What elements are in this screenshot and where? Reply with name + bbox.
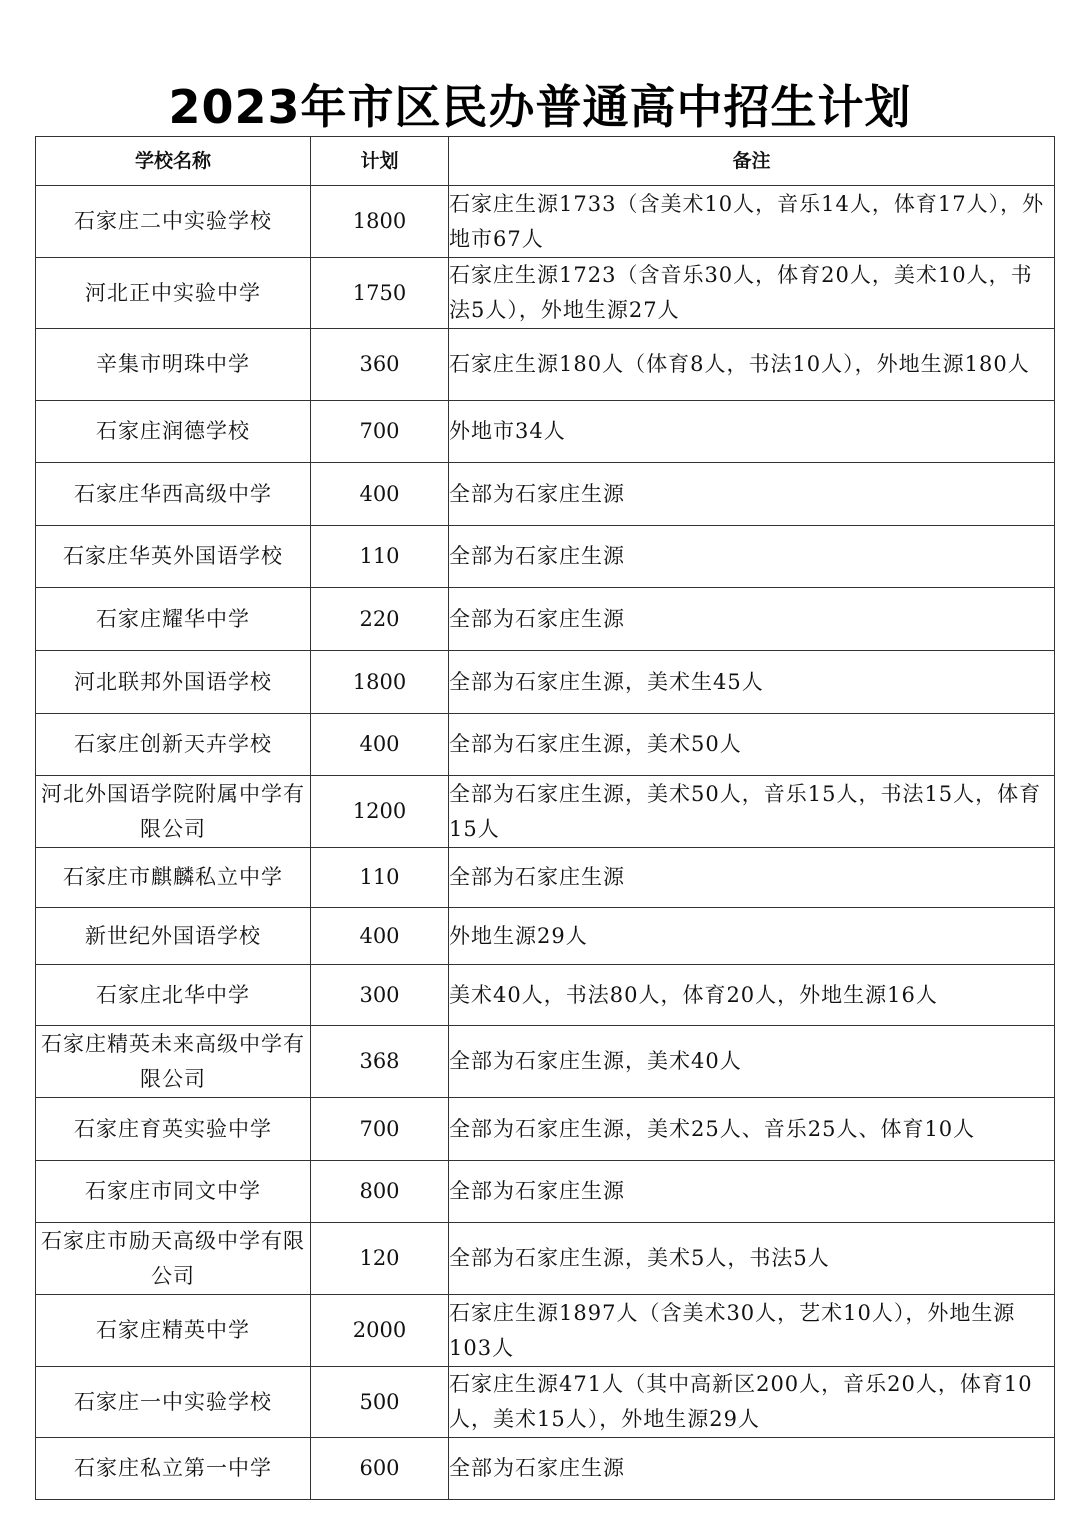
note-cell: 全部为石家庄生源，美术50人 bbox=[449, 714, 1055, 776]
table-row bbox=[36, 463, 1055, 526]
note-cell: 全部为石家庄生源，美术生45人 bbox=[449, 651, 1055, 714]
school-name-cell: 河北联邦外国语学校 bbox=[36, 651, 311, 714]
note-cell: 石家庄生源1723（含音乐30人，体育20人，美术10人，书法5人），外地生源27人 bbox=[449, 258, 1055, 329]
plan-cell: 1800 bbox=[311, 186, 449, 258]
table-row bbox=[36, 651, 1055, 714]
school-name-cell: 石家庄市同文中学 bbox=[36, 1161, 311, 1223]
note-cell: 石家庄生源1897人（含美术30人，艺术10人），外地生源103人 bbox=[449, 1295, 1055, 1367]
table-row bbox=[36, 401, 1055, 463]
plan-cell: 110 bbox=[311, 848, 449, 908]
plan-cell: 600 bbox=[311, 1438, 449, 1500]
note-cell: 全部为石家庄生源 bbox=[449, 463, 1055, 526]
school-name-cell: 河北正中实验中学 bbox=[36, 258, 311, 329]
plan-cell: 2000 bbox=[311, 1295, 449, 1367]
school-name-cell: 石家庄华英外国语学校 bbox=[36, 526, 311, 588]
plan-cell: 300 bbox=[311, 965, 449, 1026]
plan-cell: 1750 bbox=[311, 258, 449, 329]
school-name-cell: 河北外国语学院附属中学有限公司 bbox=[36, 776, 311, 848]
header-plan: 计划 bbox=[311, 137, 449, 186]
school-name-cell: 石家庄创新天卉学校 bbox=[36, 714, 311, 776]
table-row bbox=[36, 1098, 1055, 1161]
note-cell: 全部为石家庄生源 bbox=[449, 526, 1055, 588]
plan-cell: 120 bbox=[311, 1223, 449, 1295]
plan-cell: 110 bbox=[311, 526, 449, 588]
table-row bbox=[36, 526, 1055, 588]
note-cell: 全部为石家庄生源，美术40人 bbox=[449, 1026, 1055, 1098]
note-cell: 全部为石家庄生源 bbox=[449, 848, 1055, 908]
note-cell: 全部为石家庄生源，美术5人，书法5人 bbox=[449, 1223, 1055, 1295]
school-name-cell: 石家庄市麒麟私立中学 bbox=[36, 848, 311, 908]
note-cell: 石家庄生源471人（其中高新区200人，音乐20人，体育10人，美术15人），外地生源29人 bbox=[449, 1367, 1055, 1438]
plan-cell: 700 bbox=[311, 401, 449, 463]
school-name-cell: 石家庄市励天高级中学有限公司 bbox=[36, 1223, 311, 1295]
note-cell: 外地生源29人 bbox=[449, 908, 1055, 965]
school-name-cell: 石家庄育英实验中学 bbox=[36, 1098, 311, 1161]
plan-cell: 1800 bbox=[311, 651, 449, 714]
note-cell: 美术40人，书法80人，体育20人，外地生源16人 bbox=[449, 965, 1055, 1026]
table-row bbox=[36, 776, 1055, 848]
note-cell: 石家庄生源1733（含美术10人，音乐14人，体育17人），外地市67人 bbox=[449, 186, 1055, 258]
header-note: 备注 bbox=[449, 137, 1055, 186]
school-name-cell: 石家庄私立第一中学 bbox=[36, 1438, 311, 1500]
school-name-cell: 石家庄润德学校 bbox=[36, 401, 311, 463]
note-cell: 外地市34人 bbox=[449, 401, 1055, 463]
table-row bbox=[36, 329, 1055, 401]
table-row bbox=[36, 848, 1055, 908]
school-name-cell: 石家庄华西高级中学 bbox=[36, 463, 311, 526]
school-name-cell: 石家庄耀华中学 bbox=[36, 588, 311, 651]
table-row bbox=[36, 714, 1055, 776]
school-name-cell: 新世纪外国语学校 bbox=[36, 908, 311, 965]
page-title: 2023年市区民办普通高中招生计划 bbox=[168, 80, 912, 134]
table-header-row bbox=[36, 137, 1055, 186]
school-name-cell: 石家庄北华中学 bbox=[36, 965, 311, 1026]
table-row bbox=[36, 1161, 1055, 1223]
note-cell: 全部为石家庄生源 bbox=[449, 588, 1055, 651]
table-row bbox=[36, 186, 1055, 258]
school-name-cell: 石家庄一中实验学校 bbox=[36, 1367, 311, 1438]
note-cell: 石家庄生源180人（体育8人，书法10人），外地生源180人 bbox=[449, 329, 1055, 401]
plan-cell: 400 bbox=[311, 463, 449, 526]
plan-cell: 1200 bbox=[311, 776, 449, 848]
table-row bbox=[36, 1026, 1055, 1098]
plan-cell: 360 bbox=[311, 329, 449, 401]
plan-cell: 700 bbox=[311, 1098, 449, 1161]
plan-cell: 400 bbox=[311, 908, 449, 965]
table-row bbox=[36, 1295, 1055, 1367]
note-cell: 全部为石家庄生源 bbox=[449, 1438, 1055, 1500]
plan-cell: 400 bbox=[311, 714, 449, 776]
table-row bbox=[36, 1438, 1055, 1500]
header-school-name: 学校名称 bbox=[36, 137, 311, 186]
enrollment-table bbox=[35, 136, 1055, 1500]
plan-cell: 500 bbox=[311, 1367, 449, 1438]
plan-cell: 368 bbox=[311, 1026, 449, 1098]
note-cell: 全部为石家庄生源，美术25人、音乐25人、体育10人 bbox=[449, 1098, 1055, 1161]
table-row bbox=[36, 588, 1055, 651]
table-row bbox=[36, 965, 1055, 1026]
table-row bbox=[36, 1223, 1055, 1295]
plan-cell: 800 bbox=[311, 1161, 449, 1223]
school-name-cell: 石家庄精英未来高级中学有限公司 bbox=[36, 1026, 311, 1098]
table-row bbox=[36, 1367, 1055, 1438]
school-name-cell: 辛集市明珠中学 bbox=[36, 329, 311, 401]
table-row bbox=[36, 908, 1055, 965]
plan-cell: 220 bbox=[311, 588, 449, 651]
school-name-cell: 石家庄精英中学 bbox=[36, 1295, 311, 1367]
note-cell: 全部为石家庄生源，美术50人，音乐15人，书法15人，体育15人 bbox=[449, 776, 1055, 848]
school-name-cell: 石家庄二中实验学校 bbox=[36, 186, 311, 258]
note-cell: 全部为石家庄生源 bbox=[449, 1161, 1055, 1223]
table-row bbox=[36, 258, 1055, 329]
